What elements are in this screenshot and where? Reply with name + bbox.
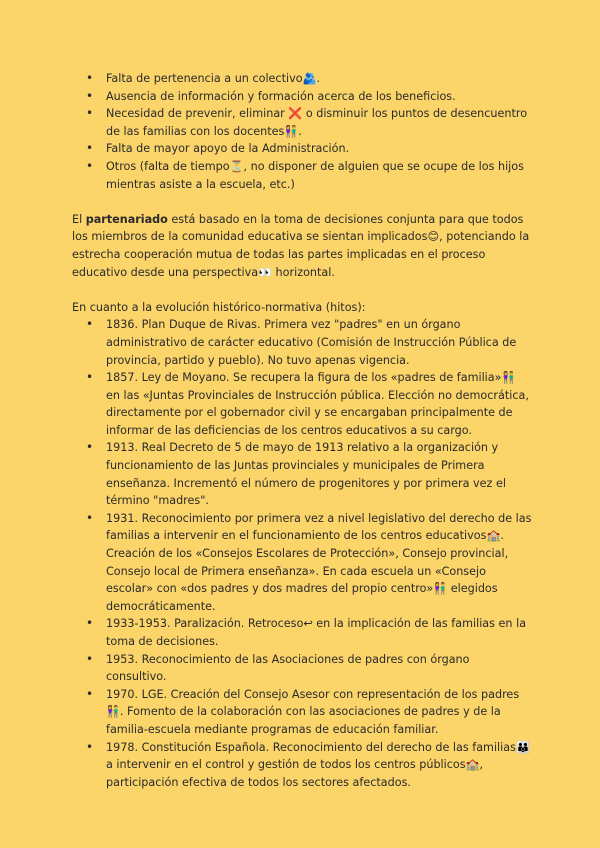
partenariado-paragraph [72,211,532,281]
list-item: • Otros (falta de tiempo⏳, no disponer de alguien que se ocupe de los hijos mientras asiste a la escuela, etc.) [106,158,532,193]
milestone-list [72,316,532,791]
milestone-item: • 1978. Constitución Española. Reconocimiento del derecho de las familias👪 a intervenir en el control y gestión de todos los centros públicos🏫, participación efectiva de todos los sectores afectados. [106,739,532,792]
milestone-item: • 1913. Real Decreto de 5 de mayo de 1913 relativo a la organización y funcionamiento de las Juntas provinciales y municipales de Primera enseñanza. Incrementó el número de progenitores y por primera vez el término "madres". [106,439,532,509]
milestone-item: • 1970. LGE. Creación del Consejo Asesor con representación de los padres👫. Fomento de la colaboración con las asociaciones de padres y de la familia-escuela mediante programas de educación familiar. [106,686,532,739]
paragraph-prefix: El [72,212,86,226]
paragraph-body: está basado en la toma de decisiones conjunta para que todos los miembros de la comunidad educativa se sientan implicados😊, potenciando la estrecha cooperación mutua de todas las partes implicadas en el proceso educativo desde una perspectiva👀 horizontal. [72,212,530,279]
milestone-item: • 1933-1953. Paralización. Retroceso↩ en la implicación de las familias en la toma de decisiones. [106,615,532,650]
milestone-item: • 1857. Ley de Moyano. Se recupera la figura de los «padres de familia»👫 en las «Juntas Provinciales de Instrucción pública. Elección no democrática, directamente por el gobernador civil y se encargaban principalmente de informar de las deficiencias de los centros educativos a su cargo. [106,369,532,439]
milestone-item: • 1836. Plan Duque de Rivas. Primera vez "padres" en un órgano administrativo de carácter educativo (Comisión de Instrucción Pública de provincia, partido y pueblo). No tuvo apenas vigencia. [106,316,532,369]
list-item: • Necesidad de prevenir, eliminar ❌ o disminuir los puntos de desencuentro de las familias con los docentes👫. [106,105,532,140]
list-item: • Falta de mayor apoyo de la Administración. [106,140,532,158]
list-item: • Ausencia de información y formación acerca de los beneficios. [106,88,532,106]
milestone-item: • 1953. Reconocimiento de las Asociaciones de padres con órgano consultivo. [106,651,532,686]
page-content [72,70,532,791]
intro-bullet-list [72,70,532,193]
evolution-intro: En cuanto a la evolución histórico-normativa (hitos): [72,300,366,314]
milestone-item: • 1931. Reconocimiento por primera vez a nivel legislativo del derecho de las familias a intervenir en el funcionamiento de los centros educativos🏫. Creación de los «Consejos Escolares de Protección», Consejo provincial, Consejo local de Primera enseñanza». En cada escuela un «Consejo escolar» con «dos padres y dos madres del propio centro»👫 elegidos democráticamente. [106,510,532,616]
partenariado-term: partenariado [85,212,168,226]
list-item: • Falta de pertenencia a un colectivo🫂. [106,70,532,88]
